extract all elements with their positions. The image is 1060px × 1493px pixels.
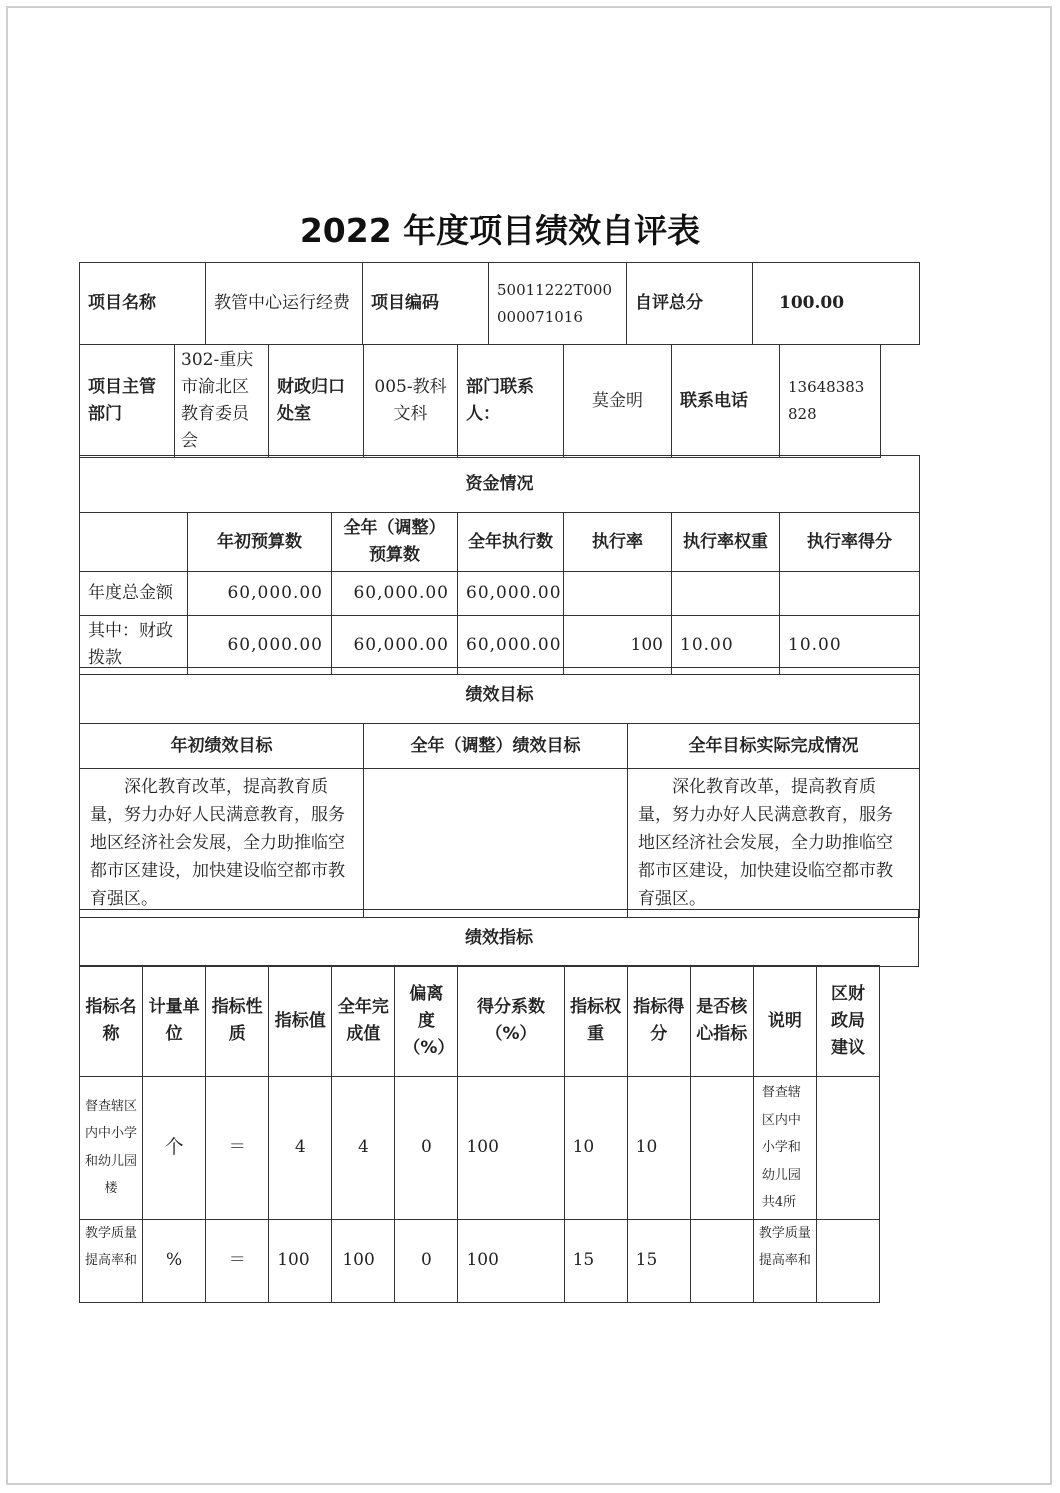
indicators-table [79, 965, 880, 1303]
ind-cell-name: 督查辖区内中小学和幼儿园楼 [80, 1077, 143, 1220]
goals-table [79, 667, 920, 918]
ind-cell-deviation: 0 [395, 1077, 458, 1220]
goals-actual-text: 深化教育改革，提高教育质量，努力办好人民满意教育，服务地区经济社会发展，全力助推临空都市区建设，加快建设临空都市教育强区。 [628, 769, 920, 918]
funds-header-executed: 全年执行数 [458, 513, 564, 572]
ind-cell-advice [816, 1077, 879, 1220]
finance-office-value: 005-教科文科 [364, 345, 458, 458]
ind-cell-note: 督查辖区内中小学和幼儿园共4所 [753, 1077, 816, 1220]
ind-cell-advice [816, 1219, 879, 1302]
ind-cell-deviation: 0 [395, 1219, 458, 1302]
self-score-value: 100.00 [753, 263, 920, 345]
dept-contact-label: 部门联系人： [458, 345, 564, 458]
project-code-value: 50011222T000000071016 [489, 263, 627, 345]
ind-cell-score: 10 [627, 1077, 690, 1220]
ind-header-value: 指标值 [269, 966, 332, 1077]
ind-cell-completed: 4 [332, 1077, 395, 1220]
indicators-title-table [79, 909, 919, 967]
funds-row-total [80, 572, 920, 616]
funds-cell: 60,000.00 [188, 616, 332, 675]
funds-header-weight: 执行率权重 [672, 513, 780, 572]
project-name-label: 项目名称 [80, 263, 206, 345]
manager-dept-label: 项目主管部门 [80, 345, 175, 458]
funds-header-adjusted: 全年（调整）预算数 [332, 513, 458, 572]
ind-cell-weight: 10 [564, 1077, 627, 1220]
funds-cell: 60,000.00 [458, 616, 564, 675]
phone-label: 联系电话 [672, 345, 780, 458]
goals-header-actual: 全年目标实际完成情况 [628, 724, 920, 769]
ind-header-unit: 计量单位 [143, 966, 206, 1077]
funds-cell: 60,000.00 [332, 616, 458, 675]
funds-cell: 10.00 [672, 616, 780, 675]
indicators-section-title: 绩效指标 [80, 910, 919, 967]
project-info-table [79, 262, 920, 345]
project-code-label: 项目编码 [363, 263, 489, 345]
goals-adjusted-text [364, 769, 628, 918]
ind-header-name: 指标名称 [80, 966, 143, 1077]
ind-cell-value: 4 [269, 1077, 332, 1220]
funds-row-label: 年度总金额 [80, 572, 188, 616]
ind-cell-coefficient: 100 [458, 1077, 564, 1220]
department-table [79, 344, 881, 458]
funds-row-label: 其中：财政拨款 [80, 616, 188, 675]
page-title: 2022 年度项目绩效自评表 [299, 211, 701, 250]
ind-cell-unit: 个 [143, 1077, 206, 1220]
funds-cell: 10.00 [780, 616, 920, 675]
phone-value: 13648383828 [780, 345, 881, 458]
funds-cell [564, 572, 672, 616]
ind-cell-nature: ＝ [206, 1077, 269, 1220]
finance-office-label: 财政归口处室 [269, 345, 364, 458]
ind-header-score: 指标得分 [627, 966, 690, 1077]
ind-cell-coefficient: 100 [458, 1219, 564, 1302]
ind-cell-unit: % [143, 1219, 206, 1302]
ind-cell-name: 教学质量提高率和 [80, 1219, 143, 1302]
funds-cell [672, 572, 780, 616]
self-score-label: 自评总分 [627, 263, 753, 345]
goals-section-title: 绩效目标 [80, 668, 920, 724]
funds-section-title: 资金情况 [80, 456, 920, 513]
ind-cell-note: 教学质量提高率和 [753, 1219, 816, 1302]
ind-cell-core [690, 1219, 753, 1302]
table-row [80, 1219, 880, 1302]
goals-initial-text: 深化教育改革，提高教育质量，努力办好人民满意教育，服务地区经济社会发展，全力助推临空都市区建设，加快建设临空都市教育强区。 [80, 769, 364, 918]
ind-header-completed: 全年完成值 [332, 966, 395, 1077]
ind-header-note: 说明 [753, 966, 816, 1077]
ind-header-deviation: 偏离度（%） [395, 966, 458, 1077]
table-row [80, 1077, 880, 1220]
ind-header-nature: 指标性质 [206, 966, 269, 1077]
ind-cell-nature: ＝ [206, 1219, 269, 1302]
funds-row-finance [80, 616, 920, 675]
ind-cell-weight: 15 [564, 1219, 627, 1302]
goals-header-adjusted: 全年（调整）绩效目标 [364, 724, 628, 769]
goals-header-initial: 年初绩效目标 [80, 724, 364, 769]
manager-dept-value: 302-重庆市渝北区教育委员会 [175, 345, 269, 458]
funds-cell: 100 [564, 616, 672, 675]
funds-cell [780, 572, 920, 616]
funds-header-rate: 执行率 [564, 513, 672, 572]
funds-header-score: 执行率得分 [780, 513, 920, 572]
dept-contact-value: 莫金明 [564, 345, 672, 458]
funds-header-blank [80, 513, 188, 572]
ind-cell-core [690, 1077, 753, 1220]
ind-cell-completed: 100 [332, 1219, 395, 1302]
project-name-value: 教管中心运行经费 [206, 263, 363, 345]
ind-header-weight: 指标权重 [564, 966, 627, 1077]
funds-cell: 60,000.00 [188, 572, 332, 616]
ind-cell-value: 100 [269, 1219, 332, 1302]
ind-header-advice: 区财政局建议 [816, 966, 879, 1077]
ind-header-core: 是否核心指标 [690, 966, 753, 1077]
funds-cell: 60,000.00 [332, 572, 458, 616]
ind-cell-score: 15 [627, 1219, 690, 1302]
funds-header-initial: 年初预算数 [188, 513, 332, 572]
funds-table [79, 455, 920, 675]
funds-cell: 60,000.00 [458, 572, 564, 616]
ind-header-coefficient: 得分系数（%） [458, 966, 564, 1077]
